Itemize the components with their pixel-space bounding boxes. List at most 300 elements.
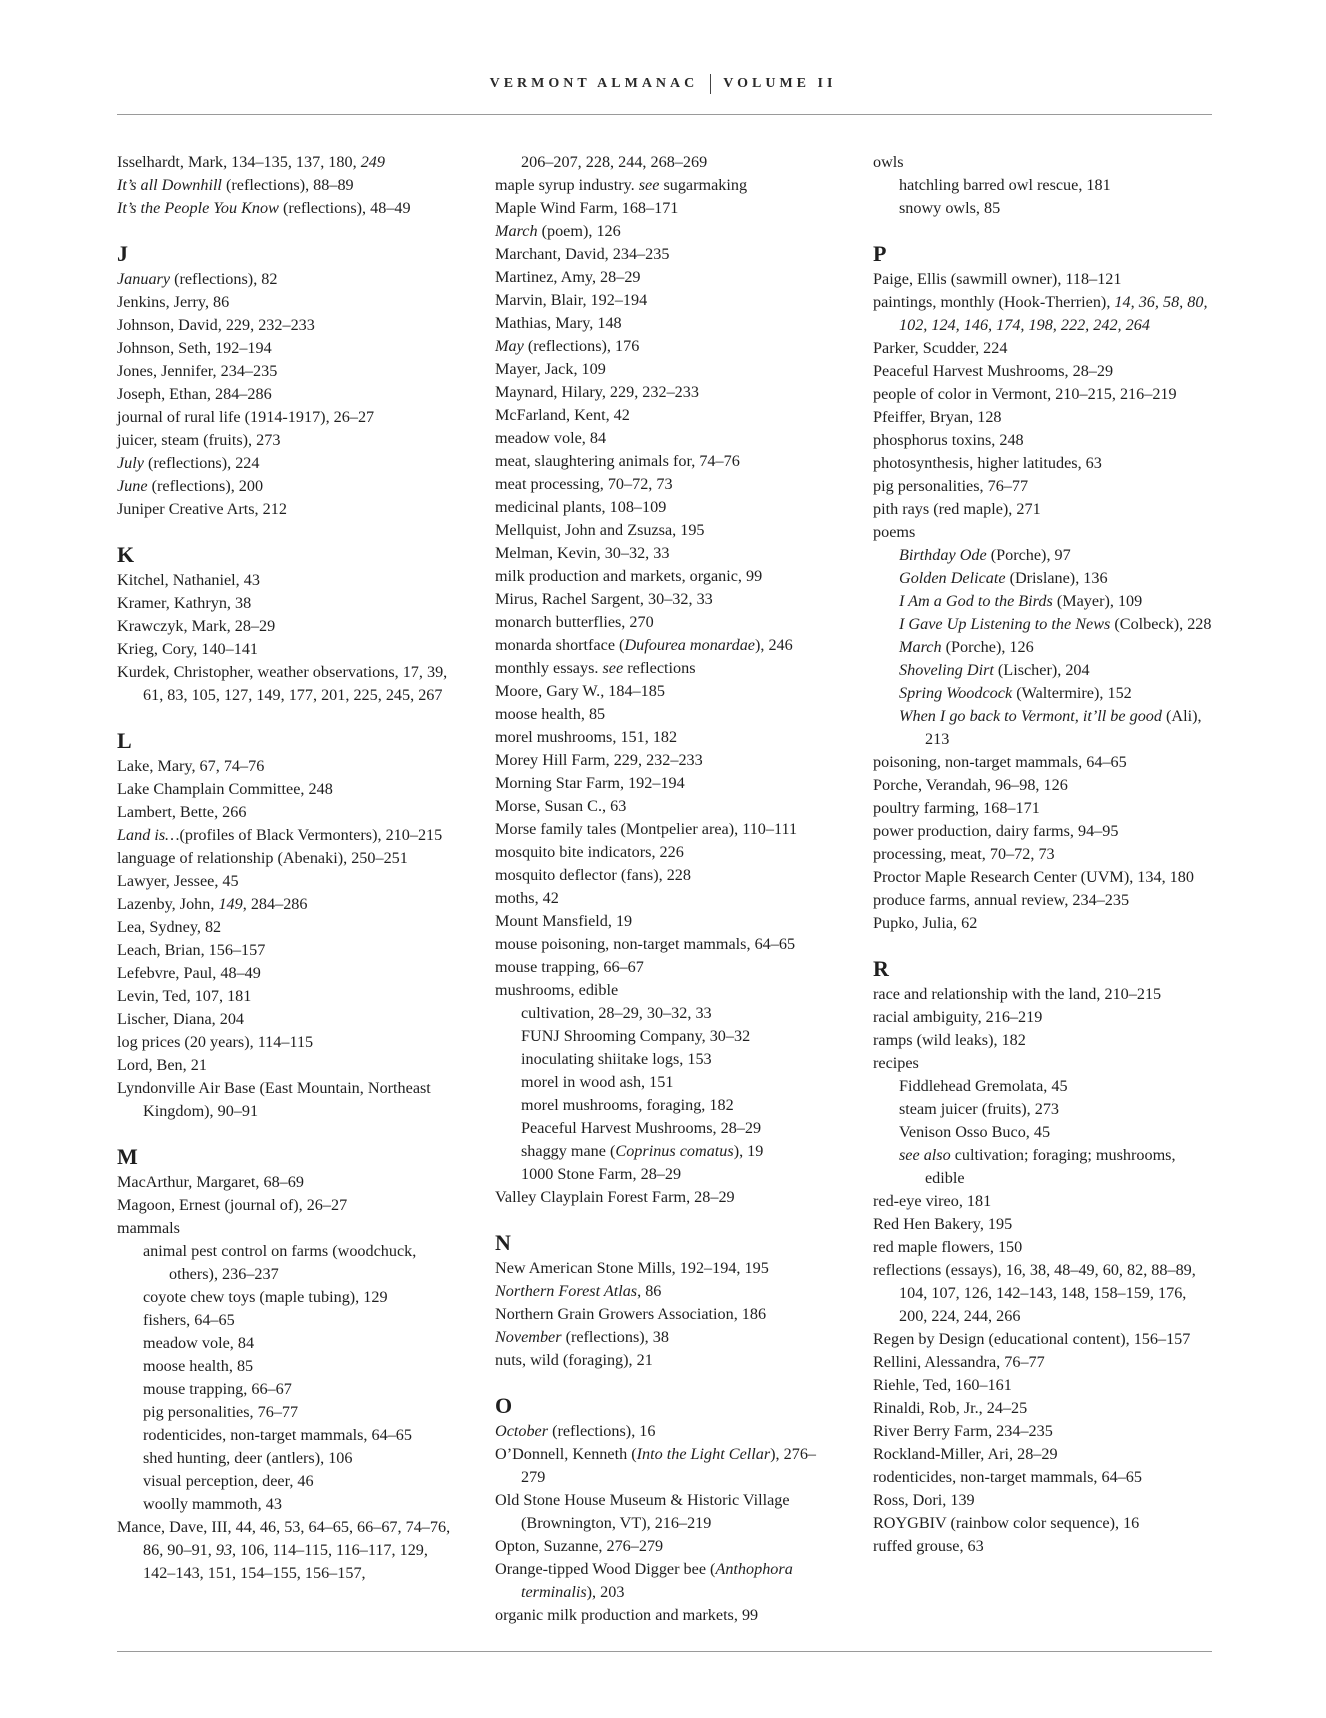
index-entry: [117, 337, 457, 360]
entry-text: , 284–286: [242, 895, 308, 913]
index-subentry: [117, 1447, 457, 1470]
entry-text: woolly mammoth, 43: [143, 1495, 282, 1513]
entry-text: Moore, Gary W., 184–185: [495, 682, 665, 700]
index-subentry: [117, 1378, 457, 1401]
entry-text: Riehle, Ted, 160–161: [873, 1376, 1012, 1394]
entry-text: monarda shortface (: [495, 636, 625, 654]
section-letter: K: [117, 542, 135, 567]
index-entry: [495, 703, 835, 726]
italic-text: see also: [899, 1146, 951, 1164]
entry-text: Jenkins, Jerry, 86: [117, 293, 230, 311]
entry-text: Porche, Verandah, 96–98, 126: [873, 776, 1068, 794]
index-entry: [495, 657, 835, 680]
book-title: VERMONT ALMANAC: [489, 76, 699, 92]
entry-text: organic milk production and markets, 99: [495, 1606, 759, 1624]
index-entry: [117, 778, 457, 801]
index-entry: [117, 801, 457, 824]
entry-text: Paige, Ellis (sawmill owner), 118–121: [873, 270, 1122, 288]
italic-text: I Gave Up Listening to the News: [899, 615, 1111, 633]
index-entry: [495, 1489, 835, 1535]
entry-text: photosynthesis, higher latitudes, 63: [873, 454, 1102, 472]
entry-text: hatchling barred owl rescue, 181: [899, 176, 1111, 194]
index-entry: [873, 406, 1213, 429]
section-letter: R: [873, 956, 889, 981]
entry-text: medicinal plants, 108–109: [495, 498, 667, 516]
entry-text: moose health, 85: [143, 1357, 254, 1375]
index-entry: [873, 912, 1213, 935]
index-subentry: [873, 613, 1213, 636]
entry-text: Juniper Creative Arts, 212: [117, 500, 287, 518]
entry-text: Krawczyk, Mark, 28–29: [117, 617, 276, 635]
index-entry: [495, 220, 835, 243]
entry-text: monthly essays.: [495, 659, 603, 677]
index-entry: [117, 429, 457, 452]
entry-text: Pupko, Julia, 62: [873, 914, 978, 932]
index-entry: [495, 588, 835, 611]
entry-text: (reflections), 200: [147, 477, 264, 495]
index-entry: [495, 611, 835, 634]
entry-text: mouse trapping, 66–67: [495, 958, 644, 976]
entry-text: processing, meat, 70–72, 73: [873, 845, 1055, 863]
index-entry: [495, 1186, 835, 1209]
entry-text: (Drislane), 136: [1005, 569, 1108, 587]
index-entry: [117, 383, 457, 406]
entry-text: Venison Osso Buco, 45: [899, 1123, 1051, 1141]
index-entry: [495, 933, 835, 956]
entry-text: ROYGBIV (rainbow color sequence), 16: [873, 1514, 1140, 1532]
entry-text: ruffed grouse, 63: [873, 1537, 984, 1555]
entry-text: Martinez, Amy, 28–29: [495, 268, 641, 286]
entry-text: monarch butterflies, 270: [495, 613, 654, 631]
entry-text: Rinaldi, Rob, Jr., 24–25: [873, 1399, 1028, 1417]
entry-text: steam juicer (fruits), 273: [899, 1100, 1060, 1118]
entry-text: ), 19: [733, 1142, 764, 1160]
index-entry: [873, 1328, 1213, 1351]
entry-text: (poem), 126: [537, 222, 621, 240]
entry-text: Red Hen Bakery, 195: [873, 1215, 1013, 1233]
entry-text: (reflections), 82: [170, 270, 278, 288]
entry-text: red-eye vireo, 181: [873, 1192, 992, 1210]
entry-text: Mayer, Jack, 109: [495, 360, 606, 378]
index-entry: [873, 1489, 1213, 1512]
index-entry: [873, 1420, 1213, 1443]
index-entry: [117, 985, 457, 1008]
entry-text: mushrooms, edible: [495, 981, 619, 999]
italic-text: Spring Woodcock: [899, 684, 1013, 702]
header-divider: [710, 74, 711, 94]
index-subentry: [873, 590, 1213, 613]
index-entry: [495, 795, 835, 818]
index-subentry: [495, 1002, 835, 1025]
entry-text: Fiddlehead Gremolata, 45: [899, 1077, 1068, 1095]
entry-text: Valley Clayplain Forest Farm, 28–29: [495, 1188, 735, 1206]
index-entry: [873, 797, 1213, 820]
index-entry: [495, 312, 835, 335]
section-letter: N: [495, 1230, 511, 1255]
index-subentry: [873, 659, 1213, 682]
entry-text: Lawyer, Jessee, 45: [117, 872, 239, 890]
index-entry: [495, 565, 835, 588]
section-letter: P: [873, 241, 887, 266]
index-entry: [117, 498, 457, 521]
entry-text: snowy owls, 85: [899, 199, 1001, 217]
index-entry: [495, 864, 835, 887]
entry-text: journal of rural life (1914-1917), 26–27: [117, 408, 375, 426]
index-entry: [495, 289, 835, 312]
index-entry: [873, 498, 1213, 521]
entry-text: moose health, 85: [495, 705, 606, 723]
index-entry: [495, 335, 835, 358]
index-entry: [117, 291, 457, 314]
section-letter: J: [117, 241, 128, 266]
entry-text: Johnson, David, 229, 232–233: [117, 316, 315, 334]
entry-text: (Mayer), 109: [1052, 592, 1143, 610]
entry-text: people of color in Vermont, 210–215, 216–219: [873, 385, 1177, 403]
index-entry: [117, 151, 457, 174]
index-entry: [117, 755, 457, 778]
index-entry: [495, 1280, 835, 1303]
entry-text: language of relationship (Abenaki), 250–251: [117, 849, 408, 867]
index-subentry: [117, 1355, 457, 1378]
entry-text: (Ali), 213: [925, 707, 1202, 748]
entry-text: (Porche), 97: [986, 546, 1071, 564]
index-subentry: [873, 1075, 1213, 1098]
italic-text: see: [602, 659, 624, 677]
entry-text: maple syrup industry.: [495, 176, 639, 194]
entry-text: meat, slaughtering animals for, 74–76: [495, 452, 740, 470]
index-entry: [495, 1558, 835, 1604]
entry-text: morel in wood ash, 151: [521, 1073, 674, 1091]
index-entry: [117, 1194, 457, 1217]
index-entry: [495, 634, 835, 657]
entry-text: Regen by Design (educational content), 156–157: [873, 1330, 1191, 1348]
entry-text: mammals: [117, 1219, 180, 1237]
index-subentry: [873, 682, 1213, 705]
entry-text: log prices (20 years), 114–115: [117, 1033, 314, 1051]
index-entry: [495, 427, 835, 450]
entry-text: Lea, Sydney, 82: [117, 918, 222, 936]
index-subentry: [495, 1048, 835, 1071]
entry-text: cultivation, 28–29, 30–32, 33: [521, 1004, 712, 1022]
index-subentry: [873, 636, 1213, 659]
italic-text: Northern Forest Atlas: [495, 1282, 638, 1300]
index-entry: [873, 1259, 1213, 1328]
entry-text: inoculating shiitake logs, 153: [521, 1050, 712, 1068]
index-entry: [117, 847, 457, 870]
index-entry: [117, 569, 457, 592]
index-entry: [873, 452, 1213, 475]
index-subentry: [495, 1025, 835, 1048]
entry-text: race and relationship with the land, 210–215: [873, 985, 1162, 1003]
entry-text: ramps (wild leaks), 182: [873, 1031, 1026, 1049]
entry-text: Old Stone House Museum & Historic Village (Brownington, VT), 216–219: [495, 1491, 790, 1532]
entry-text: pig personalities, 76–77: [143, 1403, 299, 1421]
italic-text: I Am a God to the Birds: [899, 592, 1053, 610]
entry-text: meadow vole, 84: [495, 429, 607, 447]
italic-text: When I go back to Vermont, it’ll be good: [899, 707, 1162, 725]
entry-text: McFarland, Kent, 42: [495, 406, 630, 424]
entry-text: Rockland-Miller, Ari, 28–29: [873, 1445, 1058, 1463]
italic-text: Shoveling Dirt: [899, 661, 994, 679]
italic-text: It’s the People You Know: [117, 199, 279, 217]
index-entry: [873, 1535, 1213, 1558]
entry-text: reflections: [623, 659, 696, 677]
entry-text: coyote chew toys (maple tubing), 129: [143, 1288, 388, 1306]
index-entry: [117, 452, 457, 475]
entry-text: River Berry Farm, 234–235: [873, 1422, 1053, 1440]
entry-text: poultry farming, 168–171: [873, 799, 1040, 817]
index-entry: [117, 1054, 457, 1077]
entry-text: Northern Grain Growers Association, 186: [495, 1305, 767, 1323]
index-entry: [873, 1466, 1213, 1489]
entry-text: phosphorus toxins, 248: [873, 431, 1024, 449]
entry-text: (reflections), 16: [548, 1422, 656, 1440]
entry-text: cultivation; foraging; mushrooms, edible: [925, 1146, 1176, 1187]
entry-text: (Waltermire), 152: [1012, 684, 1132, 702]
index-entry: [495, 1326, 835, 1349]
entry-text: Lefebvre, Paul, 48–49: [117, 964, 261, 982]
index-subentry: [117, 1286, 457, 1309]
index-entry: [117, 638, 457, 661]
index-entry: [495, 1604, 835, 1627]
entry-text: mosquito deflector (fans), 228: [495, 866, 691, 884]
index-entry: [117, 615, 457, 638]
entry-text: red maple flowers, 150: [873, 1238, 1023, 1256]
italic-text: Land is…: [117, 826, 180, 844]
entry-text: Lake Champlain Committee, 248: [117, 780, 333, 798]
entry-text: Maple Wind Farm, 168–171: [495, 199, 679, 217]
entry-text: ), 276–279: [521, 1445, 817, 1486]
entry-text: Kramer, Kathryn, 38: [117, 594, 252, 612]
italic-text: Dufourea monardae: [624, 636, 755, 654]
entry-text: Melman, Kevin, 30–32, 33: [495, 544, 670, 562]
index-subentry: [117, 1424, 457, 1447]
entry-text: shaggy mane (: [521, 1142, 616, 1160]
entry-text: Morse, Susan C., 63: [495, 797, 627, 815]
index-entry: [873, 1029, 1213, 1052]
entry-text: Lischer, Diana, 204: [117, 1010, 245, 1028]
italic-text: Into the Light Cellar: [636, 1445, 771, 1463]
entry-text: Proctor Maple Research Center (UVM), 134, 180: [873, 868, 1194, 886]
top-rule: [117, 114, 1212, 115]
italic-text: January: [117, 270, 171, 288]
entry-text: racial ambiguity, 216–219: [873, 1008, 1043, 1026]
entry-text: reflections (essays), 16, 38, 48–49, 60, 82, 88–89, 104, 107, 126, 142–143, 148, 158–159, 176, 200, 224, 244, 266: [873, 1261, 1196, 1325]
index-entry: [117, 406, 457, 429]
index-entry: [495, 450, 835, 473]
index-entry: [117, 475, 457, 498]
index-entry: [495, 772, 835, 795]
entry-text: juicer, steam (fruits), 273: [117, 431, 281, 449]
index-entry: [495, 266, 835, 289]
entry-text: poems: [873, 523, 916, 541]
italic-text: Birthday Ode: [899, 546, 987, 564]
index-entry: [495, 841, 835, 864]
index-entry: [873, 866, 1213, 889]
entry-text: (reflections), 176: [523, 337, 640, 355]
bottom-rule: [117, 1651, 1212, 1652]
entry-text: rodenticides, non-target mammals, 64–65: [143, 1426, 412, 1444]
entry-text: , 86: [637, 1282, 662, 1300]
index-entry: [117, 824, 457, 847]
index-entry: [117, 592, 457, 615]
italic-text: 93: [215, 1541, 233, 1559]
index-subentry: [873, 567, 1213, 590]
index-subentry: [495, 1163, 835, 1186]
index-entry: [873, 983, 1213, 1006]
index-entry: [873, 1397, 1213, 1420]
entry-text: Opton, Suzanne, 276–279: [495, 1537, 664, 1555]
entry-text: Levin, Ted, 107, 181: [117, 987, 252, 1005]
index-entry: [495, 174, 835, 197]
index-entry: [495, 542, 835, 565]
index-entry: [873, 1006, 1213, 1029]
index-entry: [117, 916, 457, 939]
italic-text: It’s all Downhill: [117, 176, 222, 194]
index-entry: [495, 496, 835, 519]
entry-text: sugarmaking: [659, 176, 748, 194]
entry-text: (Lischer), 204: [993, 661, 1090, 679]
entry-text: 206–207, 228, 244, 268–269: [521, 153, 708, 171]
index-entry: [117, 1171, 457, 1194]
index-entry: [117, 1008, 457, 1031]
index-entry: [873, 151, 1213, 174]
index-entry: [873, 1236, 1213, 1259]
entry-text: Orange-tipped Wood Digger bee (: [495, 1560, 716, 1578]
index-entry: [873, 268, 1213, 291]
index-entry: [117, 268, 457, 291]
entry-text: fishers, 64–65: [143, 1311, 235, 1329]
italic-text: 249: [360, 153, 385, 171]
index-entry: [495, 1349, 835, 1372]
index-entry: [117, 1217, 457, 1240]
index-entry: [495, 887, 835, 910]
entry-text: Jones, Jennifer, 234–235: [117, 362, 278, 380]
index-column-3: [873, 151, 1213, 1558]
entry-text: Lazenby, John,: [117, 895, 219, 913]
italic-text: see: [638, 176, 660, 194]
entry-text: Isselhardt, Mark, 134–135, 137, 180,: [117, 153, 361, 171]
entry-text: mosquito bite indicators, 226: [495, 843, 684, 861]
italic-text: March: [495, 222, 538, 240]
entry-text: Peaceful Harvest Mushrooms, 28–29: [873, 362, 1114, 380]
entry-text: Mathias, Mary, 148: [495, 314, 622, 332]
entry-text: Magoon, Ernest (journal of), 26–27: [117, 1196, 348, 1214]
entry-text: power production, dairy farms, 94–95: [873, 822, 1119, 840]
running-header: [0, 74, 1326, 94]
entry-text: Rellini, Alessandra, 76–77: [873, 1353, 1045, 1371]
index-entry: [873, 843, 1213, 866]
entry-text: (Colbeck), 228: [1110, 615, 1212, 633]
index-entry: [873, 1512, 1213, 1535]
index-entry: [117, 870, 457, 893]
index-entry: [495, 956, 835, 979]
index-entry: [495, 1420, 835, 1443]
index-subentry: [873, 544, 1213, 567]
index-entry: [117, 893, 457, 916]
entry-text: Mellquist, John and Zsuzsa, 195: [495, 521, 705, 539]
entry-text: Peaceful Harvest Mushrooms, 28–29: [521, 1119, 762, 1137]
index-subentry: [495, 1117, 835, 1140]
entry-text: poisoning, non-target mammals, 64–65: [873, 753, 1127, 771]
index-entry: [495, 1303, 835, 1326]
index-entry: [117, 1516, 457, 1585]
section-letter: O: [495, 1393, 513, 1418]
entry-text: New American Stone Mills, 192–194, 195: [495, 1259, 769, 1277]
index-entry: [873, 291, 1213, 337]
entry-text: (reflections), 224: [143, 454, 260, 472]
entry-text: Lambert, Bette, 266: [117, 803, 247, 821]
section-letter: M: [117, 1144, 138, 1169]
entry-text: Kurdek, Christopher, weather observations, 17, 39, 61, 83, 105, 127, 149, 177, 201, 225, 245, 267: [117, 663, 448, 704]
index-entry: [873, 383, 1213, 406]
entry-text: Johnson, Seth, 192–194: [117, 339, 272, 357]
entry-text: (reflections), 48–49: [278, 199, 411, 217]
entry-text: (reflections), 88–89: [221, 176, 354, 194]
entry-text: Mance, Dave, III, 44, 46, 53, 64–65, 66–67, 74–76, 86, 90–91,: [117, 1518, 451, 1559]
index-entry: [495, 1443, 835, 1489]
index-subentry: [873, 705, 1213, 751]
index-entry: [495, 726, 835, 749]
entry-text: morel mushrooms, 151, 182: [495, 728, 678, 746]
index-entry: [873, 429, 1213, 452]
index-entry: [117, 661, 457, 707]
index-subentry: [117, 1493, 457, 1516]
index-entry: [117, 197, 457, 220]
entry-text: Maynard, Hilary, 229, 232–233: [495, 383, 699, 401]
entry-text: Ross, Dori, 139: [873, 1491, 975, 1509]
index-entry: [873, 1190, 1213, 1213]
entry-text: Marvin, Blair, 192–194: [495, 291, 648, 309]
volume-label: VOLUME II: [723, 76, 837, 92]
index-entry: [117, 1077, 457, 1123]
italic-text: Anthophora terminalis: [521, 1560, 793, 1601]
italic-text: November: [495, 1328, 562, 1346]
index-subentry: [873, 174, 1213, 197]
index-entry: [495, 979, 835, 1002]
italic-text: May: [495, 337, 524, 355]
index-entry: [495, 151, 835, 174]
index-entry: [873, 1213, 1213, 1236]
entry-text: ), 203: [586, 1583, 625, 1601]
index-entry: [495, 1257, 835, 1280]
italic-text: 14, 36, 58, 80, 102, 124, 146, 174, 198, 222, 242, 264: [899, 293, 1208, 334]
entry-text: pith rays (red maple), 271: [873, 500, 1041, 518]
entry-text: rodenticides, non-target mammals, 64–65: [873, 1468, 1142, 1486]
entry-text: nuts, wild (foraging), 21: [495, 1351, 653, 1369]
italic-text: 149: [218, 895, 243, 913]
index-subentry: [873, 1144, 1213, 1190]
index-entry: [495, 404, 835, 427]
index-entry: [117, 962, 457, 985]
italic-text: July: [117, 454, 144, 472]
index-entry: [495, 197, 835, 220]
index-column-1: [117, 151, 457, 1585]
entry-text: shed hunting, deer (antlers), 106: [143, 1449, 353, 1467]
index-entry: [495, 473, 835, 496]
index-entry: [495, 1535, 835, 1558]
entry-text: owls: [873, 153, 904, 171]
entry-text: ), 246: [754, 636, 793, 654]
index-subentry: [117, 1401, 457, 1424]
entry-text: (Porche), 126: [941, 638, 1034, 656]
entry-text: O’Donnell, Kenneth (: [495, 1445, 637, 1463]
entry-text: FUNJ Shrooming Company, 30–32: [521, 1027, 751, 1045]
index-entry: [495, 381, 835, 404]
index-entry: [873, 1052, 1213, 1075]
italic-text: Golden Delicate: [899, 569, 1006, 587]
entry-text: meadow vole, 84: [143, 1334, 255, 1352]
